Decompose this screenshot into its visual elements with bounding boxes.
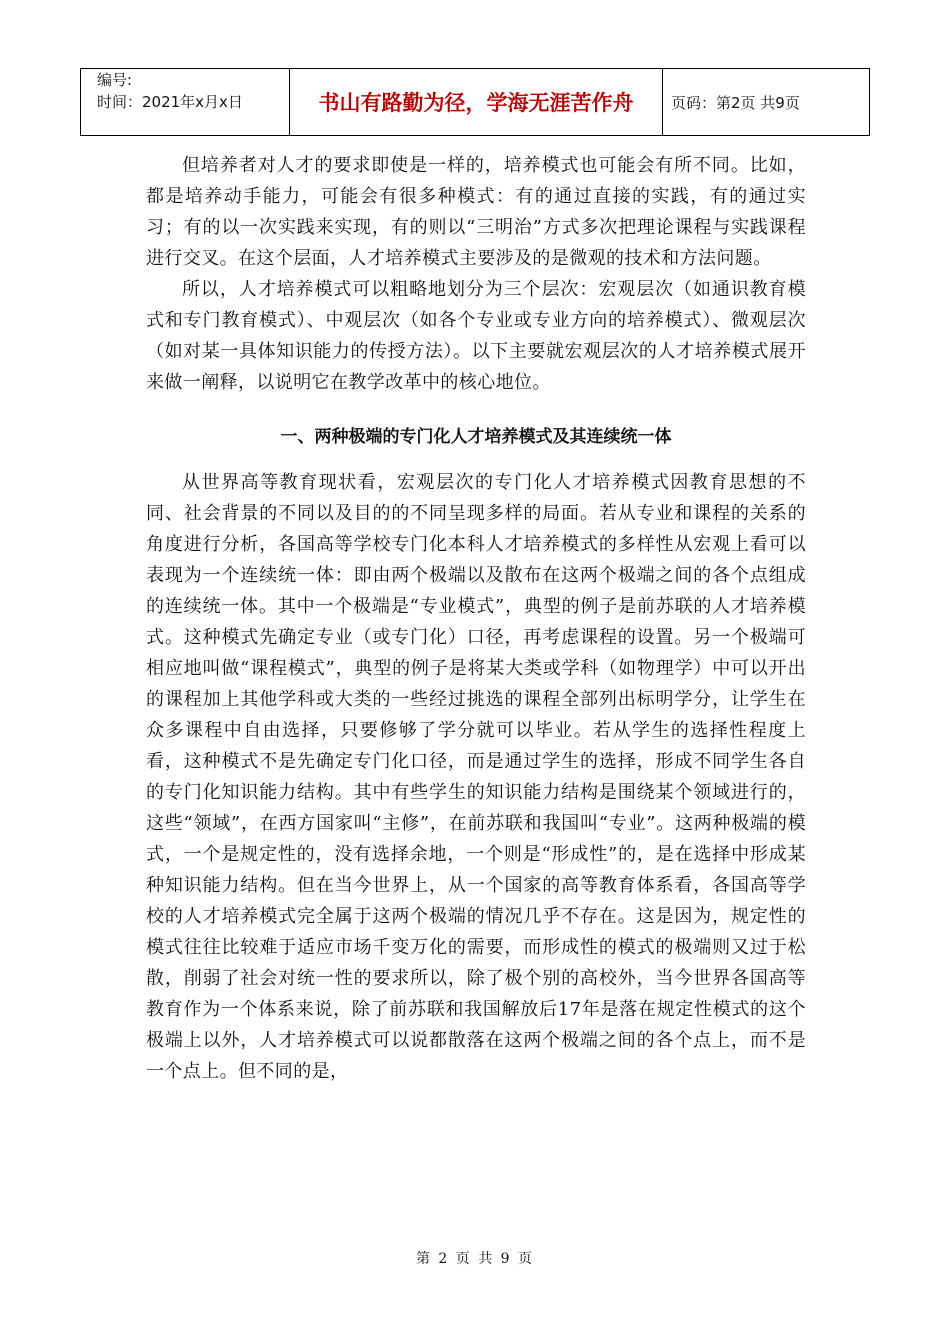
page-footer: 第 2 页 共 9 页 (415, 1251, 535, 1267)
date-label: 时间：2021年x月x日 (97, 93, 243, 111)
header-meta (81, 69, 290, 136)
body-paragraph-2: 所以，人才培养模式可以粗略地划分为三个层次：宏观层次（如通识教育模式和专门教育模式）、中观层次（如各个专业或专业方向的培养模式）、微观层次（如对某一具体知识能力的传授方法）。以下主要就宏观层次的人才培养模式展开来做一阐释，以说明它在教学改革中的核心地位。 (146, 279, 806, 393)
serial-label: 编号: (97, 71, 133, 89)
body-paragraph-3: 从世界高等教育现状看，宏观层次的专门化人才培养模式因教育思想的不同、社会背景的不同以及目的的不同呈现多样的局面。若从专业和课程的关系的角度进行分析，各国高等学校专门化本科人才培养模式的多样性从宏观上看可以表现为一个连续统一体：即由两个极端以及散布在这两个极端之间的各个点组成的连续统一体。其中一个极端是“专业模式”，典型的例子是前苏联的人才培养模式。这种模式先确定专业（或专门化）口径，再考虑课程的设置。另一个极端可相应地叫做“课程模式”，典型的例子是将某大类或学科（如物理学）中可以开出的课程加上其他学科或大类的一些经过挑选的课程全部列出标明学分，让学生在众多课程中自由选择，只要修够了学分就可以毕业。若从学生的选择性程度上看，这种模式不是先确定专门化口径，而是通过学生的选择，形成不同学生各自的专门化知识能力结构。其中有些学生的知识能力结构是围绕某个领域进行的，这些“领域”，在西方国家叫“主修”，在前苏联和我国叫“专业”。这两种极端的模式，一个是规定性的，没有选择余地，一个则是“形成性”的，是在选择中形成某种知识能力结构。但在当今世界上，从一个国家的高等教育体系看，各国高等学校的人才培养模式完全属于这两个极端的情况几乎不存在。这是因为，规定性的模式往往比较难于适应市场千变万化的需要，而形成性的模式的极端则又过于松散，削弱了社会对统一性的要求所以，除了极个别的高校外，当今世界各国高等教育作为一个体系来说，除了前苏联和我国解放后17年是落在规定性模式的这个极端上以外，人才培养模式可以说都散落在这两个极端之间的各个点上，而不是一个点上。但不同的是， (146, 472, 806, 1082)
document-body (146, 150, 806, 1087)
header-page-info: 页码：第2页 共9页 (663, 69, 870, 136)
body-paragraph-1: 但培养者对人才的要求即使是一样的，培养模式也可能会有所不同。比如，都是培养动手能力，可能会有很多种模式：有的通过直接的实践，有的通过实习；有的以一次实践来实现，有的则以“三明治”方式多次把理论课程与实践课程进行交叉。在这个层面，人才培养模式主要涉及的是微观的技术和方法问题。 (146, 155, 806, 269)
header-motto: 书山有路勤为径，学海无涯苦作舟 (290, 69, 663, 136)
section-title: 一、两种极端的专门化人才培养模式及其连续统一体 (280, 427, 672, 447)
document-header (80, 68, 870, 136)
